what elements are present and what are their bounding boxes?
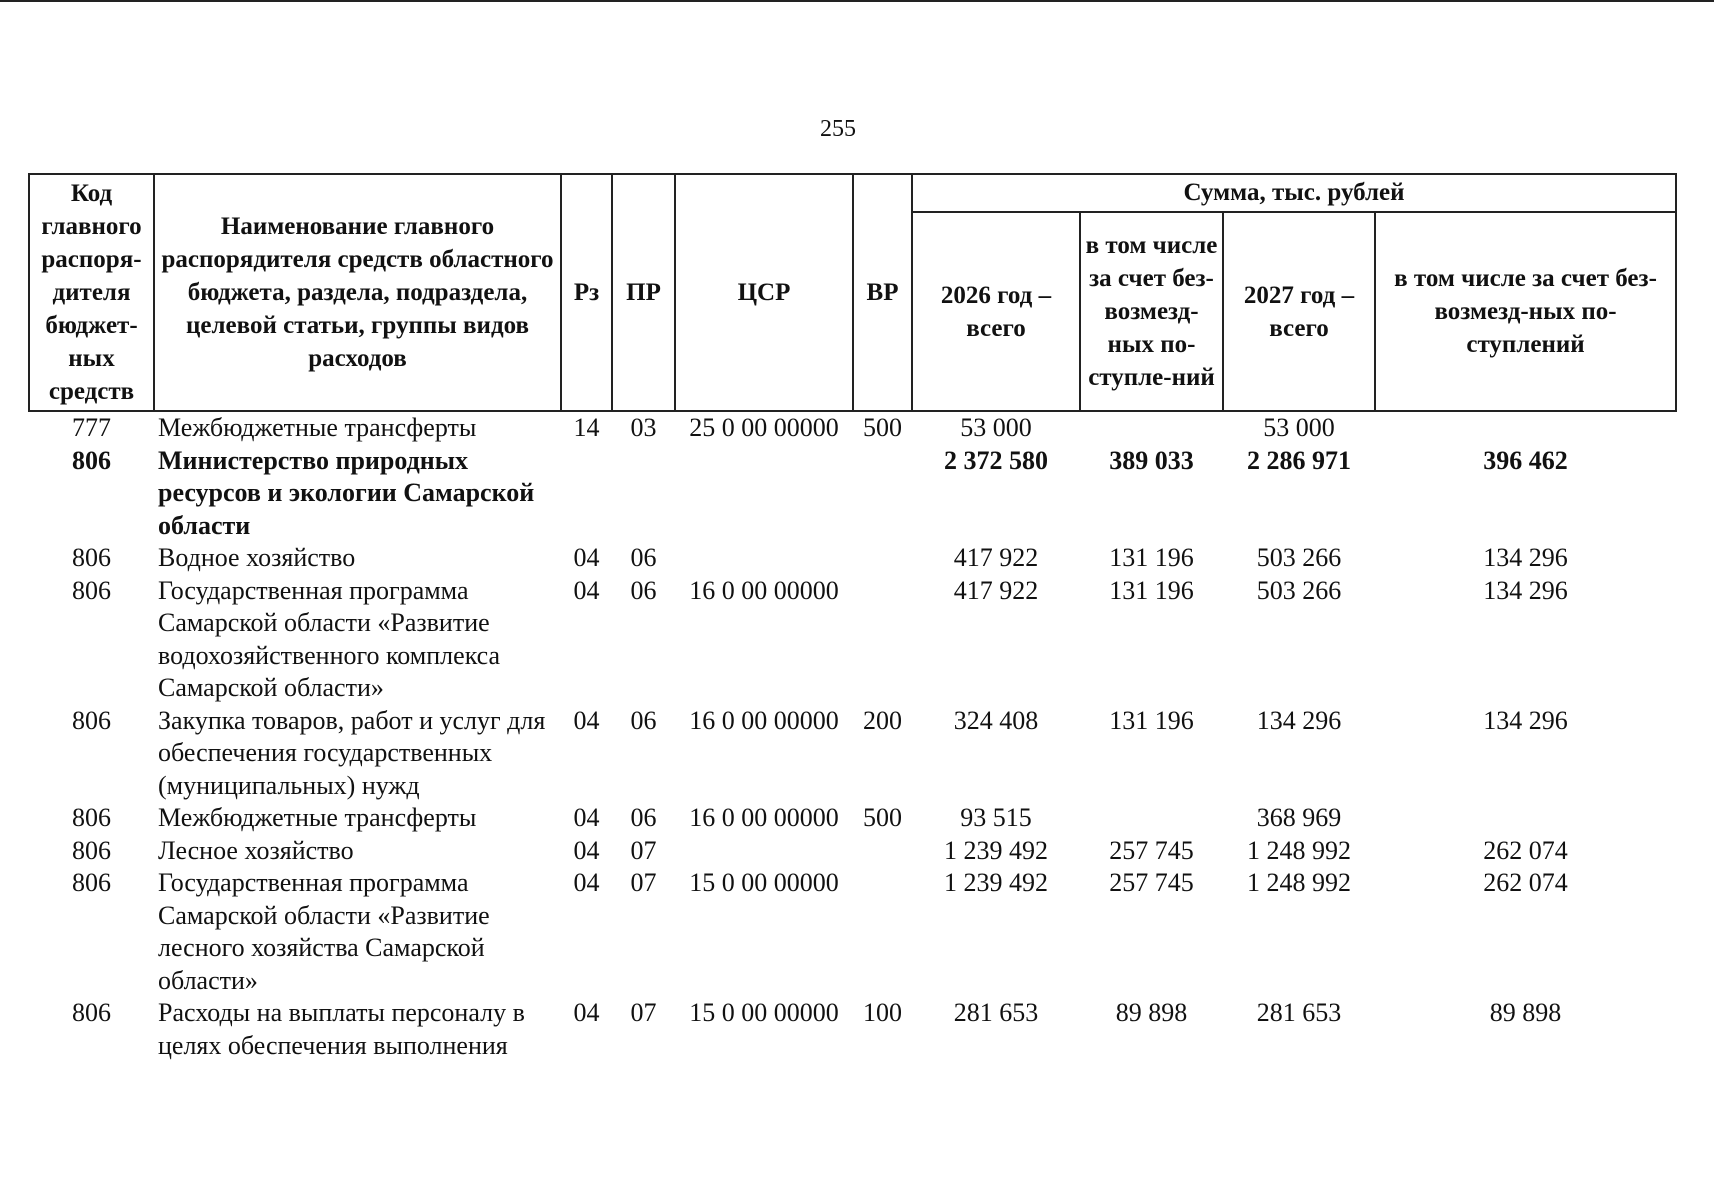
cell-2027-total: 134 296 <box>1256 705 1342 735</box>
cell-csr: 15 0 00 00000 <box>689 998 839 1027</box>
cell-2027-grant: 262 074 <box>1483 835 1568 865</box>
cell-csr: 15 0 00 00000 <box>689 868 839 897</box>
table-row <box>29 802 1676 835</box>
cell-2027-total: 53 000 <box>1263 413 1335 442</box>
header-2027-grant: в том числе за счет без-возмезд-ных по-ступлений <box>1375 212 1676 411</box>
cell-2027-grant: 134 296 <box>1483 575 1568 605</box>
cell-code: 806 <box>72 998 111 1027</box>
header-code: Код главного распоря-дителя бюджет-ных средств <box>29 174 154 411</box>
cell-2026-grant: 131 196 <box>1109 543 1194 572</box>
cell-code: 806 <box>72 445 111 475</box>
cell-2026-grant <box>1080 411 1223 445</box>
cell-pr: 06 <box>630 543 657 572</box>
cell-2026-total: 417 922 <box>953 543 1039 572</box>
table-row <box>29 542 1676 575</box>
cell-pr: 07 <box>630 868 657 897</box>
cell-2027-grant: 134 296 <box>1483 705 1568 735</box>
cell-2026-total: 281 653 <box>953 998 1039 1027</box>
header-csr: ЦСР <box>675 174 853 411</box>
page-number: 255 <box>820 116 856 142</box>
cell-2026-grant: 131 196 <box>1109 705 1194 735</box>
table-header <box>29 174 1676 411</box>
cell-csr: 16 0 00 00000 <box>689 803 839 832</box>
header-vr: ВР <box>853 174 912 411</box>
page-top-border <box>0 0 1714 2</box>
cell-name: Министерство природных ресурсов и экологии Самарской области <box>158 445 535 540</box>
cell-name: Лесное хозяйство <box>158 835 354 865</box>
cell-name: Государственная программа Самарской области «Развитие водохозяйственного комплекса Самарской области» <box>158 575 501 702</box>
header-2027-total: 2027 год – всего <box>1223 212 1375 411</box>
cell-rz <box>561 445 612 543</box>
table-row <box>29 411 1676 445</box>
cell-vr <box>853 542 912 575</box>
cell-pr: 07 <box>630 835 657 865</box>
cell-pr <box>612 445 675 543</box>
cell-rz: 04 <box>573 868 600 897</box>
cell-rz: 04 <box>573 998 600 1027</box>
cell-vr <box>853 575 912 705</box>
table-row <box>29 835 1676 868</box>
cell-2027-grant: 396 462 <box>1483 445 1568 475</box>
cell-pr: 06 <box>630 705 657 735</box>
cell-2027-total: 281 653 <box>1256 998 1342 1027</box>
cell-2026-total: 324 408 <box>953 705 1039 735</box>
table-row <box>29 705 1676 803</box>
cell-vr: 500 <box>863 803 902 832</box>
cell-2027-grant: 262 074 <box>1483 868 1568 897</box>
cell-rz: 04 <box>573 835 600 865</box>
table-row <box>29 445 1676 543</box>
cell-2027-total: 1 248 992 <box>1247 868 1351 897</box>
budget-table <box>28 173 1677 1062</box>
cell-vr <box>853 835 912 868</box>
header-2026-grant: в том числе за счет без-возмезд-ных по-ступле-ний <box>1080 212 1223 411</box>
cell-code: 777 <box>72 413 111 442</box>
cell-2027-grant <box>1375 411 1676 445</box>
cell-2026-total: 417 922 <box>953 575 1039 605</box>
cell-name: Государственная программа Самарской области «Развитие лесного хозяйства Самарской области» <box>158 868 490 995</box>
cell-2026-grant: 389 033 <box>1109 445 1194 475</box>
cell-2027-total: 1 248 992 <box>1247 835 1351 865</box>
cell-code: 806 <box>72 575 111 605</box>
cell-pr: 06 <box>630 803 657 832</box>
cell-2026-total: 2 372 580 <box>944 445 1048 475</box>
cell-name: Межбюджетные трансферты <box>158 803 477 832</box>
cell-name: Закупка товаров, работ и услуг для обеспечения государственных (муниципальных) нужд <box>158 705 546 800</box>
cell-name: Межбюджетные трансферты <box>158 413 477 442</box>
cell-2027-total: 368 969 <box>1256 803 1342 832</box>
cell-pr: 07 <box>630 998 657 1027</box>
header-2026-total: 2026 год – всего <box>912 212 1080 411</box>
cell-2027-grant: 89 898 <box>1489 998 1562 1027</box>
cell-2026-grant: 257 745 <box>1109 868 1194 897</box>
cell-2026-total: 1 239 492 <box>944 835 1048 865</box>
header-sum-group: Сумма, тыс. рублей <box>912 174 1676 212</box>
cell-pr: 06 <box>630 575 657 605</box>
cell-csr: 16 0 00 00000 <box>689 575 839 605</box>
cell-2026-grant: 131 196 <box>1109 575 1194 605</box>
cell-code: 806 <box>72 835 111 865</box>
cell-rz: 04 <box>573 575 600 605</box>
cell-rz: 04 <box>573 705 600 735</box>
cell-rz: 04 <box>573 803 600 832</box>
cell-code: 806 <box>72 803 111 832</box>
cell-code: 806 <box>72 868 111 897</box>
cell-name: Водное хозяйство <box>158 543 356 572</box>
table-row <box>29 997 1676 1062</box>
cell-pr: 03 <box>630 413 657 442</box>
cell-vr <box>853 445 912 543</box>
cell-code: 806 <box>72 543 111 572</box>
table-row <box>29 867 1676 997</box>
cell-2026-total: 1 239 492 <box>944 868 1048 897</box>
cell-rz: 04 <box>573 543 600 572</box>
cell-csr <box>675 445 853 543</box>
cell-csr: 25 0 00 00000 <box>689 413 839 442</box>
cell-2027-grant: 134 296 <box>1483 543 1568 572</box>
cell-2027-total: 503 266 <box>1256 575 1342 605</box>
cell-vr: 100 <box>863 998 902 1027</box>
cell-2026-total: 93 515 <box>960 803 1032 832</box>
cell-vr <box>853 867 912 997</box>
cell-2026-grant: 257 745 <box>1109 835 1194 865</box>
cell-name: Расходы на выплаты персоналу в целях обеспечения выполнения <box>158 998 525 1060</box>
cell-2027-total: 503 266 <box>1256 543 1342 572</box>
cell-code: 806 <box>72 705 111 735</box>
cell-vr: 500 <box>863 413 902 442</box>
cell-2027-grant <box>1375 802 1676 835</box>
header-name: Наименование главного распорядителя средств областного бюджета, раздела, подраздела, целевой статьи, группы видов расходов <box>154 174 561 411</box>
table-row <box>29 575 1676 705</box>
table-body <box>29 411 1676 1062</box>
header-pr: ПР <box>612 174 675 411</box>
cell-2026-total: 53 000 <box>960 413 1032 442</box>
cell-csr: 16 0 00 00000 <box>689 705 839 735</box>
cell-vr: 200 <box>863 705 902 735</box>
cell-2026-grant <box>1080 802 1223 835</box>
header-rz: Рз <box>561 174 612 411</box>
cell-rz: 14 <box>573 413 600 442</box>
cell-csr <box>675 542 853 575</box>
cell-2026-grant: 89 898 <box>1115 998 1188 1027</box>
cell-2027-total: 2 286 971 <box>1247 445 1351 475</box>
cell-csr <box>675 835 853 868</box>
